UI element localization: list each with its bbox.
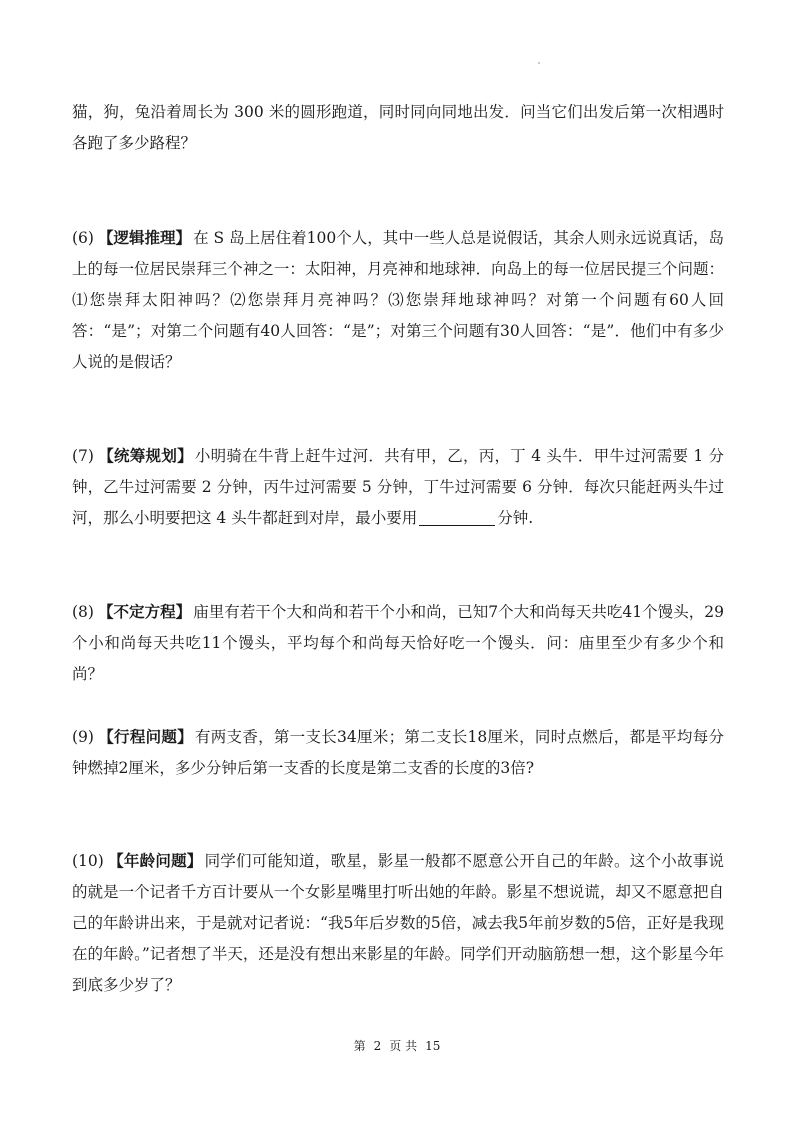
problem-text: 同学们可能知道，歌星，影星一般都不愿意公开自己的年龄。这个小故事说的就是一个记者千方百计要从一个女影星嘴里打听出她的年龄。影星不想说谎，却又不愿意把自己的年龄讲出来，于是就对记者说：“我5年后岁数的5倍，减去我5年前岁数的5倍，正好是我现在的年龄。”记者想了半天，还是没有想出来影星的年龄。同学们开动脑筋想一想，这个影星今年到底多少岁了？ (72, 852, 724, 994)
problem-9 (72, 721, 724, 784)
footer-prefix: 第 (353, 1039, 366, 1053)
problem-10 (72, 845, 724, 1001)
problem-text-after-blank: 分钟. (497, 509, 534, 527)
page-footer (0, 1038, 794, 1054)
problem-text: 小明骑在牛背上赶牛过河．共有甲，乙，丙，丁 4 头牛．甲牛过河需要 1 分钟，乙牛过河需要 2 分钟，丙牛过河需要 5 分钟，丁牛过河需要 6 分钟．每次只能赶两头牛过河，那么小明要把这 4 头牛都赶到对岸，最小要用 (72, 447, 724, 527)
problem-number: (6) (72, 229, 94, 247)
problem-tag: 【逻辑推理】 (97, 228, 192, 247)
problem-number: (7) (72, 447, 94, 465)
problem-number: (10) (72, 852, 104, 870)
problem-6 (72, 222, 724, 378)
problem-text: 猫，狗，兔沿着周长为 300 米的圆形跑道，同时同向同地出发．问当它们出发后第一次相遇时各跑了多少路程？ (72, 103, 724, 152)
problem-5-continuation (72, 97, 724, 159)
problem-number: (8) (72, 603, 94, 621)
footer-page-number: 2 (373, 1039, 382, 1053)
problem-tag: 【行程问题】 (97, 727, 193, 746)
answer-blank (419, 507, 495, 526)
problem-7 (72, 440, 724, 534)
problem-tag: 【不定方程】 (97, 602, 192, 621)
problem-text: 在 S 岛上居住着100个人，其中一些人总是说假话，其余人则永远说真话，岛上的每一位居民崇拜三个神之一：太阳神，月亮神和地球神．向岛上的每一位居民提三个问题：⑴您崇拜太阳神吗？⑵您崇拜月亮神吗？⑶您崇拜地球神吗？对第一个问题有60人回答：“是”；对第二个问题有40人回答：“是”；对第三个问题有30人回答：“是”．他们中有多少人说的是假话？ (72, 229, 724, 371)
problem-text: 有两支香，第一支长34厘米；第二支长18厘米，同时点燃后，都是平均每分钟燃掉2厘米，多少分钟后第一支香的长度是第二支香的长度的3倍? (72, 728, 724, 777)
problem-tag: 【统筹规划】 (97, 446, 193, 465)
footer-total-pages: 15 (425, 1039, 441, 1053)
problem-number: (9) (72, 728, 94, 746)
problem-tag: 【年龄问题】 (107, 851, 203, 870)
scan-mark (538, 62, 540, 64)
problem-8 (72, 596, 724, 690)
problem-text: 庙里有若干个大和尚和若干个小和尚，已知7个大和尚每天共吃41个馒头，29个小和尚每天共吃11个馒头，平均每个和尚每天恰好吃一个馒头．问：庙里至少有多少个和尚？ (72, 603, 724, 683)
footer-middle: 页 共 (389, 1039, 418, 1053)
